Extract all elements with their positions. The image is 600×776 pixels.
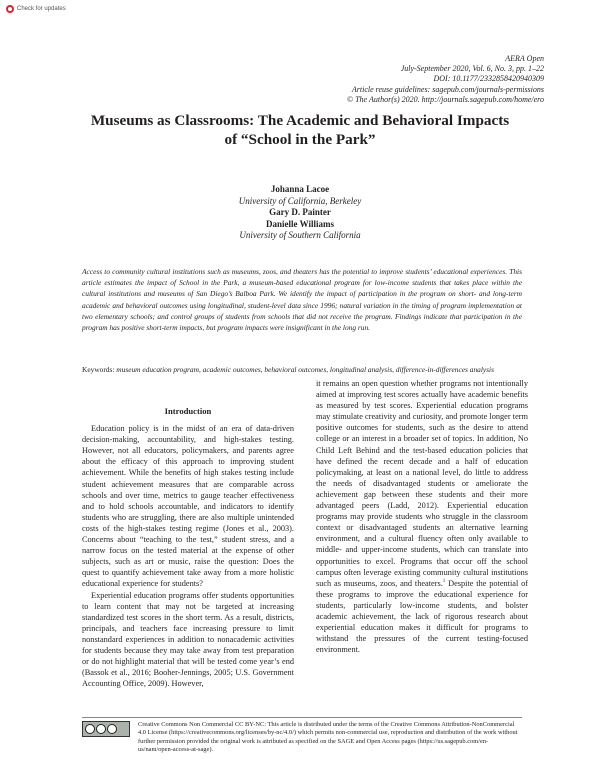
journal-issue: July-September 2020, Vol. 6, No. 3, pp. 1–22 [400,64,544,74]
left-column [82,406,294,689]
by-icon [96,724,106,734]
paragraph: Education policy is in the midst of an era of data-driven decision-making, accountability, and high-stakes testing. However, not all educators, policymakers, and parents agree about the efficacy of this approach to improving student achievement. While the benefits of high stakes testing include student achievement measures that are comparable across schools and over time, metrics to gauge teacher effectiveness and to hold schools accountable, and indicators to identify students who are struggling, there are also multiple unintended costs of the high-stakes testing regime (Jones et al., 2003). Concerns about “teaching to the test,” student stress, and a narrow focus on the tested material at the expense of other subjects, such as art or music, raise the question: Does the quest to quantify achievement take away from a more holistic educational experience for students? [82,424,294,589]
keywords-label: Keywords: [82,365,115,374]
journal-doi: DOI: 10.1177/2332858420940309 [433,74,544,84]
right-column [316,378,528,655]
journal-meta [284,54,544,105]
journal-reuse: Article reuse guidelines: sagepub.com/journals-permissions [351,84,544,94]
section-heading-introduction: Introduction [164,406,212,416]
abstract: Access to community cultural institutions such as museums, zoos, and theaters has the potential to improve students’ educational experiences. This article estimates the impact of School in the Park, a museum-based educational program for low-income students that takes place within the cultural institutions and museums of San Diego’s Balboa Park. We identify the impact of participation in the program on short- and long-term academic and behavioral outcomes using longitudinal, student-level data since 1996; natural variation in the timing of program implementation at two elementary schools; and control groups of students from schools that did not receive the program. Findings indicate that participation in the program has positive short-term impacts, but program impacts were insignificant in the long run. [82,267,522,333]
author-block [100,184,500,242]
license-text: Creative Commons Non Commercial CC BY-NC: This article is distributed under the terms of the Creative Commons Attribution-NonCommercial 4.0 License (https://creativecommons.org/licenses/by-nc/4.0/) which permits non-commercial use, reproduction and distribution of the work without further permission provided the original work is attributed as specified on the SAGE and Open Access pages (https://us.sagepub.com/en-us/nam/open-access-at-sage). [138,721,518,753]
paragraph-text: it remains an open question whether programs not intentionally aimed at improving test scores actually have academic benefits as measured by test scores. Experiential education programs may stimulate creativity and curiosity, and promote longer term positive outcomes for students, such as the desire to attend college or an interest in a broader set of topics. In addition, No Child Left Behind and the test-based education policies that have defined the recent decade and a half of education policymaking, at least on a national level, do little to address the needs of disadvantaged students or ameliorate the achievement gap between these students and their more advantaged peers (Ladd, 2012). Experiential education programs may provide students who struggle in the classroom context or disadvantaged students an alternative learning environment, and a cultural fluency often only available to middle- and upper-income students, which can translate into opportunities to excel. Programs that occur off the school campus often leverage existing community cultural institutions such as museums, zoos, and theaters. [316,379,528,588]
keywords [82,364,522,375]
cc-by-nc-icon[interactable] [82,721,130,737]
check-updates-icon [6,5,14,13]
article-title [60,112,540,149]
title-line-1: Museums as Classrooms: The Academic and Behavioral Impacts [90,112,510,129]
journal-copyright: © The Author(s) 2020. http://journals.sagepub.com/home/ero [347,94,544,104]
license-footer [82,717,522,754]
footnote-marker[interactable]: 1 [442,578,446,584]
author-3: Danielle Williams [266,218,334,229]
author-1: Johanna Lacoe [270,184,330,194]
cc-icon [85,724,95,734]
journal-name: AERA Open [505,54,544,63]
check-for-updates-badge[interactable] [6,5,66,13]
affiliation-2: University of Southern California [239,230,361,241]
paragraph: Experiential education programs offer students opportunities to learn content that may not be targeted at increasing standardized test scores in the short term. As a result, districts, principals, and teachers face increasing pressure to limit nonstandard experiences in addition to nonacademic activities for students because they may take away from test preparation or do not highlight material that will be tested come year’s end (Bassok et al., 2016; Booher-Jennings, 2005; U.S. Government Accounting Office, 2009). However, [82,590,294,689]
nc-icon [107,724,117,734]
paragraph [316,378,528,655]
title-line-2: of “School in the Park” [224,130,376,148]
keywords-text: museum education program, academic outcomes, behavioral outcomes, longitudinal analysis, difference-in-differences analysis [116,365,494,374]
affiliation-1: University of California, Berkeley [238,195,362,206]
check-updates-label: Check for updates [17,6,66,12]
author-2: Gary D. Painter [269,207,331,218]
paragraph-text-cont: Despite the potential of these programs to improve the educational experience for students, particularly low-income students, and bolster academic achievement, the lack of rigorous research about experiential education makes it difficult for programs to withstand the pressures of the current testing-focused environment. [316,578,528,655]
